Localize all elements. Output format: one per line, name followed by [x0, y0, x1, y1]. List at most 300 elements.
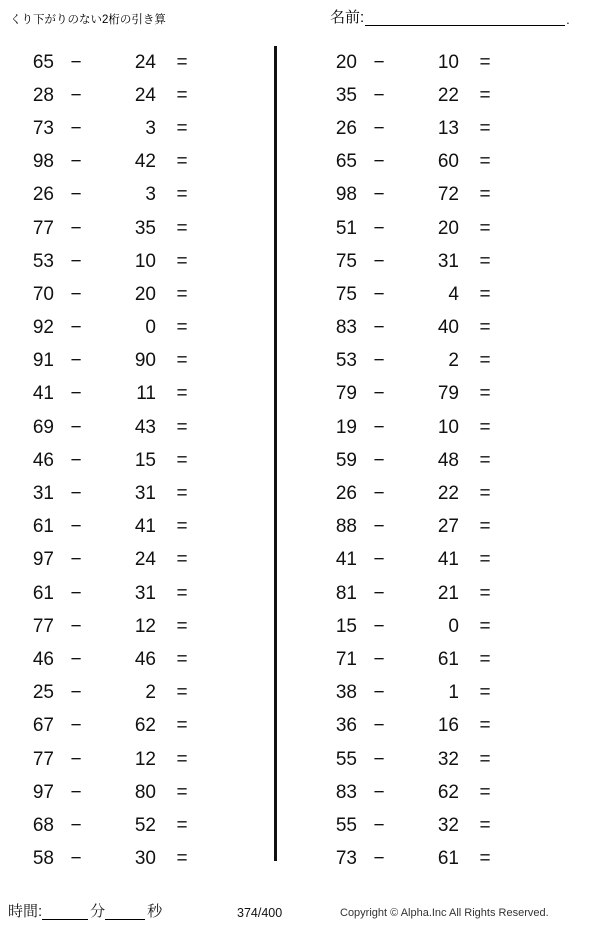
problem-row [311, 411, 584, 444]
problems-area [0, 46, 600, 876]
minus-sign: − [373, 151, 385, 173]
minus-sign: − [70, 383, 82, 405]
answer-blank[interactable] [208, 550, 268, 570]
operand-first: 20 [335, 51, 357, 73]
equals-sign: = [479, 250, 491, 272]
problem-row [311, 710, 584, 743]
worksheet-footer [0, 900, 600, 930]
equals-sign: = [176, 814, 188, 836]
operand-second: 43 [134, 416, 156, 438]
answer-blank[interactable] [511, 285, 571, 305]
operand-second: 4 [448, 283, 459, 305]
minus-sign: − [70, 814, 82, 836]
answer-blank[interactable] [208, 451, 268, 471]
problem-row [311, 444, 584, 477]
minus-sign: − [373, 416, 385, 438]
equals-sign: = [176, 449, 188, 471]
operand-second: 42 [134, 151, 156, 173]
minus-sign: − [70, 317, 82, 339]
answer-blank[interactable] [511, 517, 571, 537]
answer-blank[interactable] [208, 318, 268, 338]
problem-column-left [8, 46, 281, 876]
equals-sign: = [479, 350, 491, 372]
problem-row [8, 378, 281, 411]
operand-first: 26 [335, 117, 357, 139]
copyright-notice: Copyright © Alpha.Inc All Rights Reserved. [340, 907, 549, 919]
equals-sign: = [176, 516, 188, 538]
operand-first: 53 [32, 250, 54, 272]
answer-blank[interactable] [511, 584, 571, 604]
problem-row [311, 577, 584, 610]
minus-sign: − [70, 184, 82, 206]
minus-sign: − [70, 51, 82, 73]
minus-sign: − [70, 117, 82, 139]
operand-first: 75 [335, 283, 357, 305]
equals-sign: = [176, 151, 188, 173]
problem-row [311, 809, 584, 842]
operand-second: 16 [437, 715, 459, 737]
answer-blank[interactable] [511, 617, 571, 637]
answer-blank[interactable] [208, 816, 268, 836]
answer-blank[interactable] [208, 219, 268, 239]
answer-blank[interactable] [208, 152, 268, 172]
operand-first: 79 [335, 383, 357, 405]
operand-second: 0 [448, 615, 459, 637]
problem-row [8, 477, 281, 510]
operand-second: 3 [145, 184, 156, 206]
operand-second: 2 [145, 682, 156, 704]
equals-sign: = [479, 516, 491, 538]
answer-blank[interactable] [511, 816, 571, 836]
equals-sign: = [176, 848, 188, 870]
answer-blank[interactable] [511, 219, 571, 239]
answer-blank[interactable] [208, 119, 268, 139]
answer-blank[interactable] [511, 185, 571, 205]
problem-row [8, 809, 281, 842]
operand-first: 25 [32, 682, 54, 704]
problem-row [8, 179, 281, 212]
equals-sign: = [479, 151, 491, 173]
operand-first: 19 [335, 416, 357, 438]
minus-sign: − [70, 748, 82, 770]
operand-first: 73 [335, 848, 357, 870]
equals-sign: = [479, 449, 491, 471]
equals-sign: = [479, 283, 491, 305]
operand-second: 61 [437, 848, 459, 870]
operand-second: 80 [134, 781, 156, 803]
answer-blank[interactable] [511, 783, 571, 803]
problem-row [311, 278, 584, 311]
answer-blank[interactable] [511, 119, 571, 139]
answer-blank[interactable] [208, 285, 268, 305]
equals-sign: = [176, 582, 188, 604]
operand-first: 77 [32, 217, 54, 239]
equals-sign: = [176, 682, 188, 704]
answer-blank[interactable] [511, 716, 571, 736]
minus-sign: − [373, 51, 385, 73]
problem-row [311, 511, 584, 544]
operand-first: 65 [335, 151, 357, 173]
problem-row [8, 79, 281, 112]
operand-second: 22 [437, 84, 459, 106]
answer-blank[interactable] [208, 716, 268, 736]
answer-blank[interactable] [208, 617, 268, 637]
operand-first: 98 [32, 151, 54, 173]
minus-sign: − [373, 781, 385, 803]
operand-second: 24 [134, 549, 156, 571]
minus-sign: − [70, 483, 82, 505]
operand-second: 62 [134, 715, 156, 737]
equals-sign: = [479, 51, 491, 73]
operand-first: 83 [335, 317, 357, 339]
problem-row [8, 843, 281, 876]
problem-row [311, 179, 584, 212]
minus-sign: − [373, 848, 385, 870]
operand-second: 12 [134, 615, 156, 637]
name-label: 名前: [330, 9, 365, 26]
operand-first: 15 [335, 615, 357, 637]
problem-row [8, 411, 281, 444]
operand-first: 73 [32, 117, 54, 139]
problem-row [8, 278, 281, 311]
problem-row [8, 511, 281, 544]
answer-blank[interactable] [511, 86, 571, 106]
operand-first: 26 [335, 483, 357, 505]
name-trailing-dot: . [566, 12, 570, 27]
minus-sign: − [373, 582, 385, 604]
minus-sign: − [70, 84, 82, 106]
equals-sign: = [479, 383, 491, 405]
worksheet-header [0, 8, 600, 36]
operand-second: 52 [134, 814, 156, 836]
minus-sign: − [373, 748, 385, 770]
answer-blank[interactable] [511, 683, 571, 703]
problem-row [8, 610, 281, 643]
equals-sign: = [176, 217, 188, 239]
operand-second: 13 [437, 117, 459, 139]
operand-second: 2 [448, 350, 459, 372]
equals-sign: = [479, 582, 491, 604]
operand-second: 10 [437, 416, 459, 438]
operand-second: 12 [134, 748, 156, 770]
time-field-group [8, 902, 162, 920]
minus-sign: − [373, 250, 385, 272]
problem-row [8, 46, 281, 79]
operand-second: 32 [437, 814, 459, 836]
minus-sign: − [373, 350, 385, 372]
problem-row [8, 544, 281, 577]
answer-blank[interactable] [208, 418, 268, 438]
equals-sign: = [176, 350, 188, 372]
operand-first: 88 [335, 516, 357, 538]
operand-first: 46 [32, 449, 54, 471]
answer-blank[interactable] [208, 384, 268, 404]
problem-row [8, 643, 281, 676]
answer-blank[interactable] [511, 418, 571, 438]
problem-row [311, 312, 584, 345]
operand-first: 77 [32, 615, 54, 637]
equals-sign: = [479, 615, 491, 637]
equals-sign: = [479, 84, 491, 106]
equals-sign: = [479, 184, 491, 206]
answer-blank[interactable] [208, 849, 268, 869]
problem-row [311, 643, 584, 676]
operand-second: 72 [437, 184, 459, 206]
minus-sign: − [373, 615, 385, 637]
answer-blank[interactable] [511, 351, 571, 371]
equals-sign: = [176, 283, 188, 305]
minus-sign: − [373, 549, 385, 571]
operand-second: 62 [437, 781, 459, 803]
equals-sign: = [176, 250, 188, 272]
problem-row [8, 345, 281, 378]
seconds-input-line[interactable] [105, 902, 145, 920]
minutes-unit-label: 分 [90, 903, 106, 920]
answer-blank[interactable] [208, 351, 268, 371]
minus-sign: − [70, 682, 82, 704]
answer-blank[interactable] [511, 252, 571, 272]
operand-first: 81 [335, 582, 357, 604]
minus-sign: − [373, 84, 385, 106]
operand-first: 35 [335, 84, 357, 106]
equals-sign: = [479, 317, 491, 339]
minus-sign: − [70, 648, 82, 670]
minus-sign: − [70, 848, 82, 870]
answer-blank[interactable] [208, 783, 268, 803]
name-field-group [330, 8, 570, 26]
operand-second: 31 [437, 250, 459, 272]
equals-sign: = [176, 615, 188, 637]
minutes-input-line[interactable] [42, 902, 88, 920]
operand-first: 31 [32, 483, 54, 505]
answer-blank[interactable] [511, 53, 571, 73]
minus-sign: − [373, 117, 385, 139]
operand-first: 26 [32, 184, 54, 206]
operand-first: 41 [32, 383, 54, 405]
problem-row [311, 843, 584, 876]
operand-second: 10 [437, 51, 459, 73]
minus-sign: − [70, 781, 82, 803]
answer-blank[interactable] [208, 484, 268, 504]
minus-sign: − [373, 648, 385, 670]
equals-sign: = [176, 549, 188, 571]
equals-sign: = [176, 416, 188, 438]
problem-row [311, 477, 584, 510]
equals-sign: = [176, 51, 188, 73]
minus-sign: − [70, 217, 82, 239]
answer-blank[interactable] [208, 252, 268, 272]
operand-second: 60 [437, 151, 459, 173]
minus-sign: − [373, 449, 385, 471]
operand-first: 36 [335, 715, 357, 737]
equals-sign: = [176, 184, 188, 206]
minus-sign: − [70, 615, 82, 637]
operand-first: 28 [32, 84, 54, 106]
operand-first: 55 [335, 814, 357, 836]
answer-blank[interactable] [511, 451, 571, 471]
operand-first: 61 [32, 516, 54, 538]
operand-second: 24 [134, 51, 156, 73]
minus-sign: − [373, 217, 385, 239]
answer-blank[interactable] [511, 750, 571, 770]
problem-row [8, 710, 281, 743]
problem-row [8, 212, 281, 245]
minus-sign: − [373, 184, 385, 206]
minus-sign: − [70, 582, 82, 604]
minus-sign: − [373, 317, 385, 339]
answer-blank[interactable] [511, 384, 571, 404]
operand-second: 40 [437, 317, 459, 339]
problem-row [8, 677, 281, 710]
operand-second: 10 [134, 250, 156, 272]
operand-second: 79 [437, 383, 459, 405]
equals-sign: = [176, 748, 188, 770]
minus-sign: − [70, 516, 82, 538]
operand-first: 68 [32, 814, 54, 836]
equals-sign: = [479, 549, 491, 571]
problem-row [8, 146, 281, 179]
answer-blank[interactable] [208, 185, 268, 205]
operand-first: 65 [32, 51, 54, 73]
operand-second: 24 [134, 84, 156, 106]
operand-first: 46 [32, 648, 54, 670]
equals-sign: = [479, 483, 491, 505]
equals-sign: = [176, 781, 188, 803]
operand-first: 97 [32, 781, 54, 803]
operand-second: 3 [145, 117, 156, 139]
answer-blank[interactable] [208, 517, 268, 537]
operand-first: 71 [335, 648, 357, 670]
minus-sign: − [70, 151, 82, 173]
operand-first: 91 [32, 350, 54, 372]
operand-first: 67 [32, 715, 54, 737]
operand-second: 11 [136, 383, 156, 405]
operand-second: 48 [437, 449, 459, 471]
problem-row [311, 743, 584, 776]
minus-sign: − [70, 549, 82, 571]
problem-row [8, 776, 281, 809]
operand-second: 61 [437, 648, 459, 670]
operand-first: 53 [335, 350, 357, 372]
equals-sign: = [479, 682, 491, 704]
minus-sign: − [373, 682, 385, 704]
problem-row [311, 212, 584, 245]
problem-row [8, 245, 281, 278]
answer-blank[interactable] [511, 650, 571, 670]
operand-first: 51 [335, 217, 357, 239]
answer-blank[interactable] [208, 750, 268, 770]
equals-sign: = [479, 416, 491, 438]
minus-sign: − [70, 350, 82, 372]
time-label: 時間: [8, 903, 43, 920]
operand-second: 32 [437, 748, 459, 770]
operand-second: 90 [134, 350, 156, 372]
problem-row [311, 112, 584, 145]
problem-row [311, 776, 584, 809]
operand-first: 70 [32, 283, 54, 305]
operand-first: 38 [335, 682, 357, 704]
name-input-line[interactable] [365, 8, 565, 26]
problem-row [311, 146, 584, 179]
minus-sign: − [373, 516, 385, 538]
answer-blank[interactable] [511, 550, 571, 570]
operand-first: 61 [32, 582, 54, 604]
operand-first: 69 [32, 416, 54, 438]
problem-row [311, 677, 584, 710]
equals-sign: = [176, 117, 188, 139]
operand-second: 0 [145, 317, 156, 339]
operand-first: 75 [335, 250, 357, 272]
minus-sign: − [70, 250, 82, 272]
equals-sign: = [479, 748, 491, 770]
equals-sign: = [176, 483, 188, 505]
problem-row [311, 245, 584, 278]
answer-blank[interactable] [511, 152, 571, 172]
operand-second: 22 [437, 483, 459, 505]
operand-second: 46 [134, 648, 156, 670]
answer-blank[interactable] [208, 683, 268, 703]
equals-sign: = [176, 317, 188, 339]
operand-second: 35 [134, 217, 156, 239]
operand-second: 41 [134, 516, 156, 538]
operand-second: 21 [437, 582, 459, 604]
answer-blank[interactable] [511, 849, 571, 869]
operand-first: 59 [335, 449, 357, 471]
seconds-unit-label: 秒 [147, 903, 163, 920]
equals-sign: = [479, 814, 491, 836]
equals-sign: = [479, 648, 491, 670]
equals-sign: = [479, 217, 491, 239]
operand-first: 98 [335, 184, 357, 206]
problem-row [8, 444, 281, 477]
problem-row [311, 378, 584, 411]
problem-row [311, 345, 584, 378]
minus-sign: − [70, 715, 82, 737]
operand-first: 92 [32, 317, 54, 339]
minus-sign: − [70, 416, 82, 438]
operand-first: 77 [32, 748, 54, 770]
operand-second: 31 [134, 483, 156, 505]
operand-first: 41 [335, 549, 357, 571]
answer-blank[interactable] [208, 53, 268, 73]
problem-row [8, 112, 281, 145]
operand-second: 27 [437, 516, 459, 538]
operand-second: 20 [437, 217, 459, 239]
problem-row [311, 544, 584, 577]
answer-blank[interactable] [208, 86, 268, 106]
operand-first: 97 [32, 549, 54, 571]
operand-first: 58 [32, 848, 54, 870]
answer-blank[interactable] [511, 484, 571, 504]
equals-sign: = [479, 781, 491, 803]
operand-second: 41 [437, 549, 459, 571]
answer-blank[interactable] [511, 318, 571, 338]
minus-sign: − [373, 383, 385, 405]
minus-sign: − [373, 283, 385, 305]
problem-row [311, 610, 584, 643]
operand-second: 31 [134, 582, 156, 604]
problem-row [311, 79, 584, 112]
answer-blank[interactable] [208, 584, 268, 604]
minus-sign: − [373, 483, 385, 505]
page-number: 374/400 [237, 906, 283, 920]
equals-sign: = [176, 383, 188, 405]
minus-sign: − [373, 814, 385, 836]
answer-blank[interactable] [208, 650, 268, 670]
minus-sign: − [70, 449, 82, 471]
operand-first: 55 [335, 748, 357, 770]
minus-sign: − [70, 283, 82, 305]
